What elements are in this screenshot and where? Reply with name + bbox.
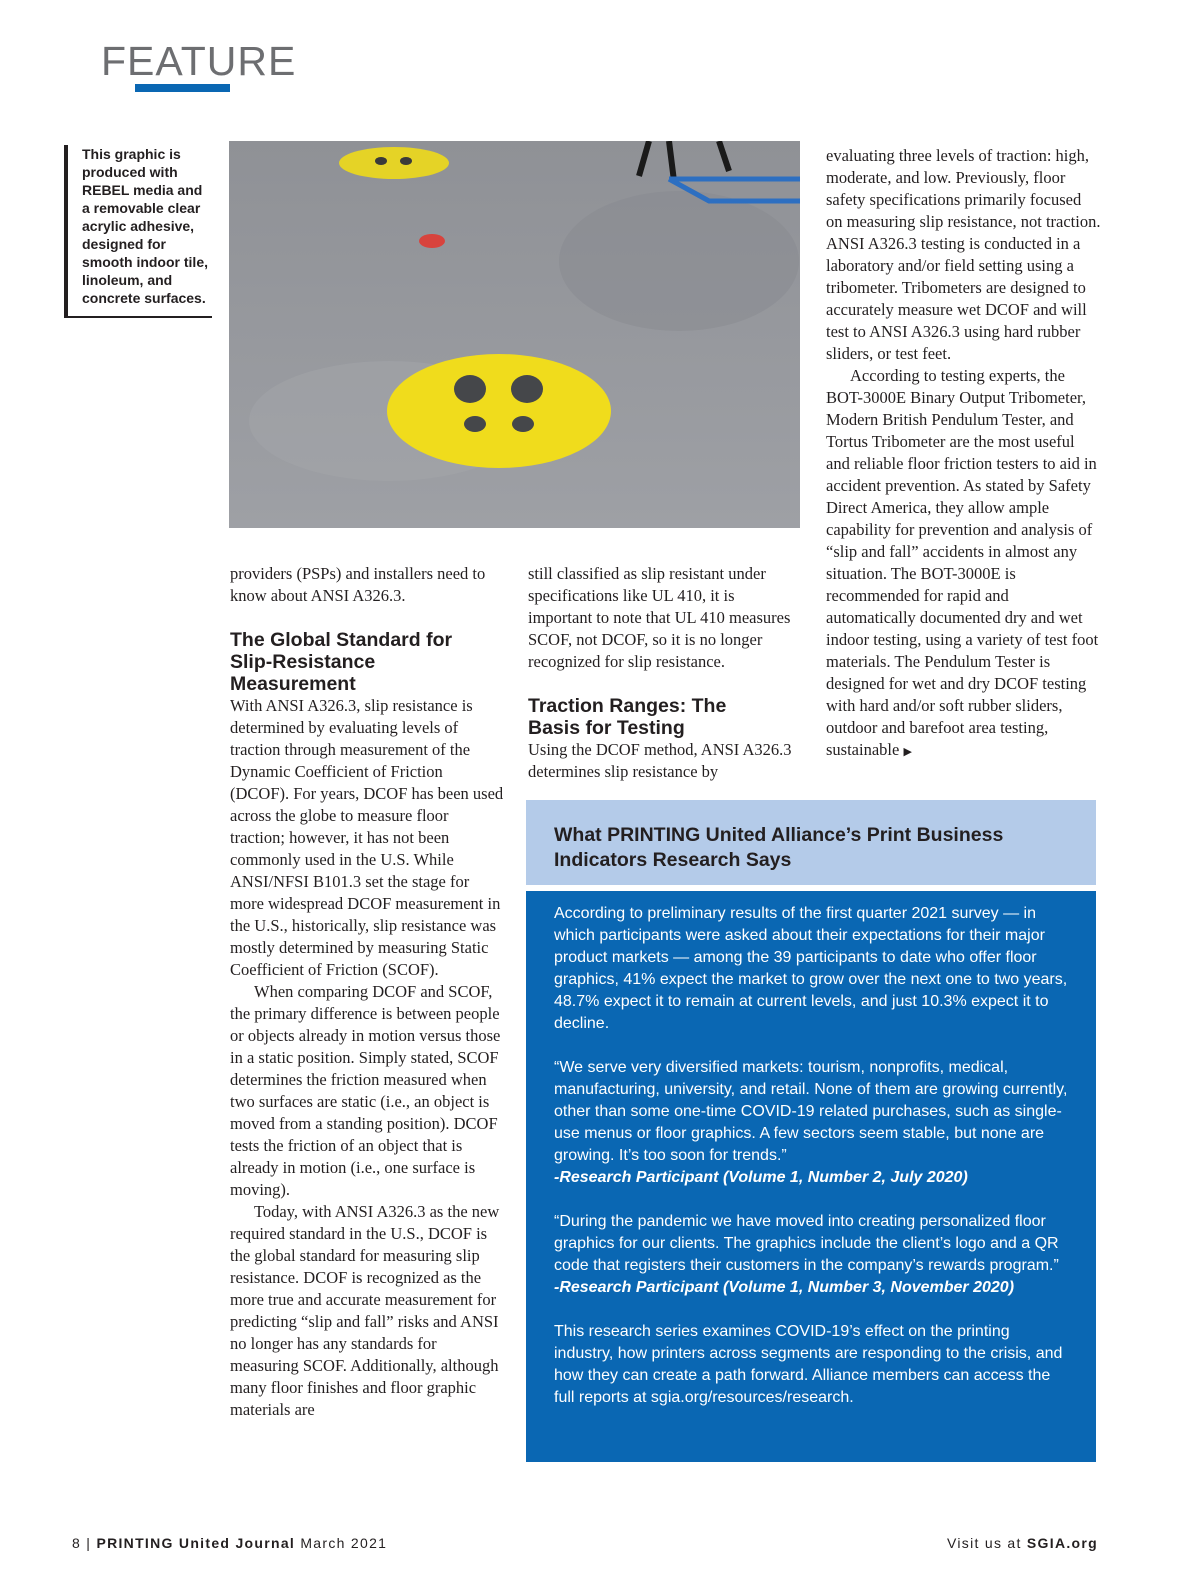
far-footprint [375, 157, 387, 165]
page-number: 8 [72, 1535, 82, 1551]
paragraph: Using the DCOF method, ANSI A326.3 determines slip resistance by [528, 740, 792, 781]
red-marker [419, 234, 445, 248]
sidebar-title: What PRINTING United Alliance’s Print Business Indicators Research Says [526, 800, 1096, 885]
sidebar-quote [554, 1211, 1068, 1299]
quote-text: “We serve very diversified markets: tourism, nonprofits, medical, manufacturing, university, and retail. None of them are growing currently, other than some one-time COVID-19 related purchases, such as single-use menus or floor graphics. A few sectors seem stable, but none are growing. It’s too soon for trends.” [554, 1059, 1068, 1164]
sidebar-paragraph: This research series examines COVID-19’s effect on the printing industry, how printers across segments are responding to the crisis, and how they can create a path forward. Alliance members can access the full reports at sgia.org/resources/research. [554, 1323, 1063, 1406]
paragraph-text: According to testing experts, the BOT-3000E Binary Output Tribometer, Modern British Pendulum Tester, and Tortus Tribometer are the most useful and reliable floor friction testers to aid in accident prevention. As stated by Safety Direct America, they allow ample capability for prevention and analysis of “slip and fall” accidents in almost any situation. The BOT-3000E is recommended for rapid and automatically documented dry and wet indoor testing, using a variety of test foot materials. The Pendulum Tester is designed for wet and dry DCOF testing with hard and/or soft rubber sliders, outdoor and barefoot area testing, sustainable [826, 366, 1099, 759]
far-floor-decal [339, 147, 449, 179]
paragraph [826, 365, 1101, 763]
sidebar-paragraph: According to preliminary results of the first quarter 2021 survey — in which participants were asked about their expectations for their major product markets — among the 39 participants to date who offer floor graphics, 41% expect the market to grow over the next one to two years, 48.7% expect it to remain at current levels, and just 10.3% expect it to decline. [554, 905, 1068, 1032]
column-3 [826, 145, 1101, 763]
site-link[interactable]: SGIA.org [1026, 1535, 1098, 1551]
quote-attribution: -Research Participant (Volume 1, Number 2, July 2020) [554, 1169, 968, 1186]
footer-left [72, 1535, 387, 1551]
sidebar-quote [554, 1057, 1068, 1189]
near-floor-decal [387, 354, 611, 468]
issue-date: March 2021 [300, 1535, 388, 1551]
paragraph: still classified as slip resistant under specifications like UL 410, it is important to note that UL 410 measures SCOF, not DCOF, so it is no longer recognized for slip resistance. [528, 564, 791, 671]
paragraph: evaluating three levels of traction: high, moderate, and low. Previously, floor safety specifications primarily focused on measuring slip resistance, not traction. ANSI A326.3 testing is conducted in a laboratory and/or field setting using a tribometer. Tribometers are designed to accurately measure wet DCOF and will test to ANSI A326.3 using hard rubber sliders, or test feet. [826, 146, 1101, 363]
subheading: Traction Ranges: The Basis for Testing [528, 695, 727, 739]
quote-attribution: -Research Participant (Volume 1, Number 3, November 2020) [554, 1279, 1015, 1296]
quote-text: “During the pandemic we have moved into creating personalized floor graphics for our clients. The graphics include the client’s logo and a QR code that registers their customers in the company’s rewards program.” [554, 1213, 1059, 1274]
journal-name: PRINTING United Journal [96, 1535, 296, 1551]
floor-mottle [559, 191, 799, 331]
paragraph: With ANSI A326.3, slip resistance is determined by evaluating levels of traction through measurement of the Dynamic Coefficient of Friction (DCOF). For years, DCOF has been used across the globe to measure floor traction; however, it has not been commonly used in the U.S. While ANSI/NFSI B101.3 set the stage for more widespread DCOF measurement in the U.S., historically, slip resistance was mostly determined by measuring Static Coefficient of Friction (SCOF). [230, 696, 504, 979]
column-2 [528, 563, 798, 783]
section-rule [135, 84, 230, 92]
sidebar-body [526, 891, 1096, 1462]
separator: | [86, 1535, 92, 1551]
column-1 [230, 563, 505, 1421]
subheading: The Global Standard for Slip-Resistance Measurement [230, 629, 453, 695]
continue-arrow-icon: ▶ [903, 746, 912, 758]
visit-prefix: Visit us at [946, 1535, 1022, 1551]
footer-right [947, 1535, 1098, 1551]
far-footprint [400, 157, 412, 165]
paragraph: When comparing DCOF and SCOF, the primary difference is between people or objects already in motion versus those in a static position. Simply stated, SCOF determines the friction measured when two surfaces are static (i.e., an object is moved from a standing position). DCOF tests the friction of an object that is already in motion (i.e., one surface is moving). [230, 982, 501, 1199]
photo-caption: This graphic is produced with REBEL media and a removable clear acrylic adhesive, designed for smooth indoor tile, linoleum, and concrete surfaces. [64, 145, 212, 318]
floor-graphic-photo [229, 141, 800, 528]
paragraph: Today, with ANSI A326.3 as the new required standard in the U.S., DCOF is the global standard for measuring slip resistance. DCOF is recognized as the more true and accurate measurement for predicting “slip and fall” risks and ANSI no longer has any standards for measuring SCOF. Additionally, although many floor finishes and floor graphic materials are [230, 1202, 500, 1419]
section-label: FEATURE [101, 38, 297, 84]
paragraph: providers (PSPs) and installers need to know about ANSI A326.3. [230, 564, 486, 605]
